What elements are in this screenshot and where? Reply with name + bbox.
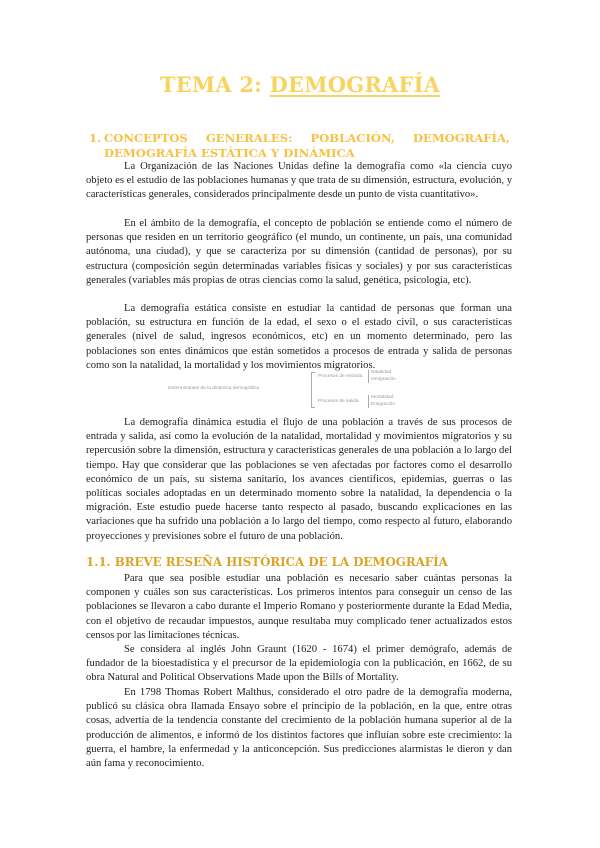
section-1-heading-line2: DEMOGRAFÍA ESTÁTICA Y DINÁMICA [104,146,355,160]
paragraph-poblacion [86,217,512,288]
diagram-item: Mortalidad [371,395,394,400]
diagram-item: Natalidad [371,370,392,375]
diagram-branch-salida: Procesos de salida [318,399,359,404]
section-1-1-heading: 1.1. BREVE RESEÑA HISTÓRICA DE LA DEMOGRAFÍA [86,555,448,569]
heading-word: POBLACIÓN, [310,131,395,145]
paragraph-text: La demografía estática consiste en estudiar la cantidad de personas que forman una población, su estructura en función de la edad, el sexo o el estado civil, o sus características generales (nivel de salud, ingresos económicos, etc) en un momento determinado, pero las poblaciones son entes dinámicos que están sometidos a procesos de entrada y salida de personas como son la natalidad, la mortalidad y los movimientos migratorios. [86,303,512,371]
dinamica-demografica-diagram [168,368,468,410]
title-main: DEMOGRAFÍA [269,72,441,97]
paragraph-onu-definition [86,160,512,203]
paragraph-censos [86,572,512,643]
section-1-number: 1. [89,131,102,145]
paragraph-text: La demografía dinámica estudia el flujo de una población a través de sus procesos de entrada y salida, así como la evolución de la natalidad, mortalidad y movimientos migratorios y su repercusión sobre la dimensión, estructura y características generales de una población a lo largo del tiempo. Hay que considerar que las poblaciones se ven afectadas por factores como el desarrollo económico de un país, su sistema sanitario, los avances científicos, epidemias, guerras o las políticas sociales adoptadas en un determinado momento sobre la natalidad, la dependencia o la migración. Este estudio puede hacerse tanto respecto al pasado, buscando explicaciones en las variaciones que ha sufrido una población a lo largo del tiempo, como respecto al futuro, elaborando proyecciones y previsiones sobre el futuro de una población. [86,417,512,542]
diagram-item: Inmigración [371,376,396,382]
paragraph-text: En el ámbito de la demografía, el concepto de población se entiende como el número de personas que residen en un territorio geográfico (el mundo, un continente, un país, una comunidad autónoma, una ciudad), y que se caracteriza por su dimensión (cantidad de personas), por su estructura (composición según determinadas variables físicas y sociales) y por sus características generales (variables más propias de otras ciencias como la salud, genética, psicología, etc). [86,218,512,286]
heading-word: GENERALES: [205,131,293,145]
paragraph-text: La Organización de las Naciones Unidas define la demografía como «la ciencia cuyo objeto es el estudio de las poblaciones humanas y que trata de su dimensión, estructura, evolución, y características generales, considerados principalmente desde un punto de vista cuantitativo». [86,161,512,201]
paragraph-malthus [86,686,512,771]
section-1-heading-line1 [104,131,510,146]
title-prefix: TEMA 2: [159,72,270,97]
heading-word: DEMOGRAFÍA, [412,131,510,145]
paragraph-demografia-estatica [86,302,512,373]
paragraph-text: Se considera al inglés John Graunt (1620 - 1674) el primer demógrafo, además de fundador de la bioestadística y el precursor de la epidemiología con la publicación, en 1662, de su obra Natural and Political Observations Made upon the Bills of Mortality. [86,644,512,684]
paragraph-text: Para que sea posible estudiar una población es necesario saber cuántas personas la componen y cuáles son sus características. Los primeros intentos para conseguir un censo de las poblaciones se llevaron a cabo durante el Imperio Romano y posteriormente durante la Edad Media, con el objetivo de recaudar impuestos, aunque resultaba muy complicado tener actualizados estos censos por las limitaciones técnicas. [86,573,512,641]
diagram-item: Emigración [371,401,395,407]
diagram-root-label: Determinantes de la dinámica demográfica [168,386,260,391]
heading-word: CONCEPTOS [104,131,188,145]
section-1-heading [89,131,510,161]
diagram-branch-entrada: Procesos de entrada [318,374,363,379]
diagram-brace [311,372,315,408]
diagram-entrada-items [368,370,396,383]
paragraph-graunt [86,643,512,686]
paragraph-text: En 1798 Thomas Robert Malthus, considerado el otro padre de la demografía moderna, publicó su clásica obra llamada Ensayo sobre el principio de la población, en la que, entre otras cosas, advertía de la tendencia constante del crecimiento de la población humana superior al de la producción de alimentos, e informó de los distintos factores que influían sobre este crecimiento: la guerra, el hambre, la enfermedad y la anticoncepción. Sus predicciones alarmistas le dieron y dan aún fama y reconocimiento. [86,687,512,770]
paragraph-demografia-dinamica [86,416,512,544]
diagram-salida-items [368,395,395,408]
page-title [0,72,600,97]
